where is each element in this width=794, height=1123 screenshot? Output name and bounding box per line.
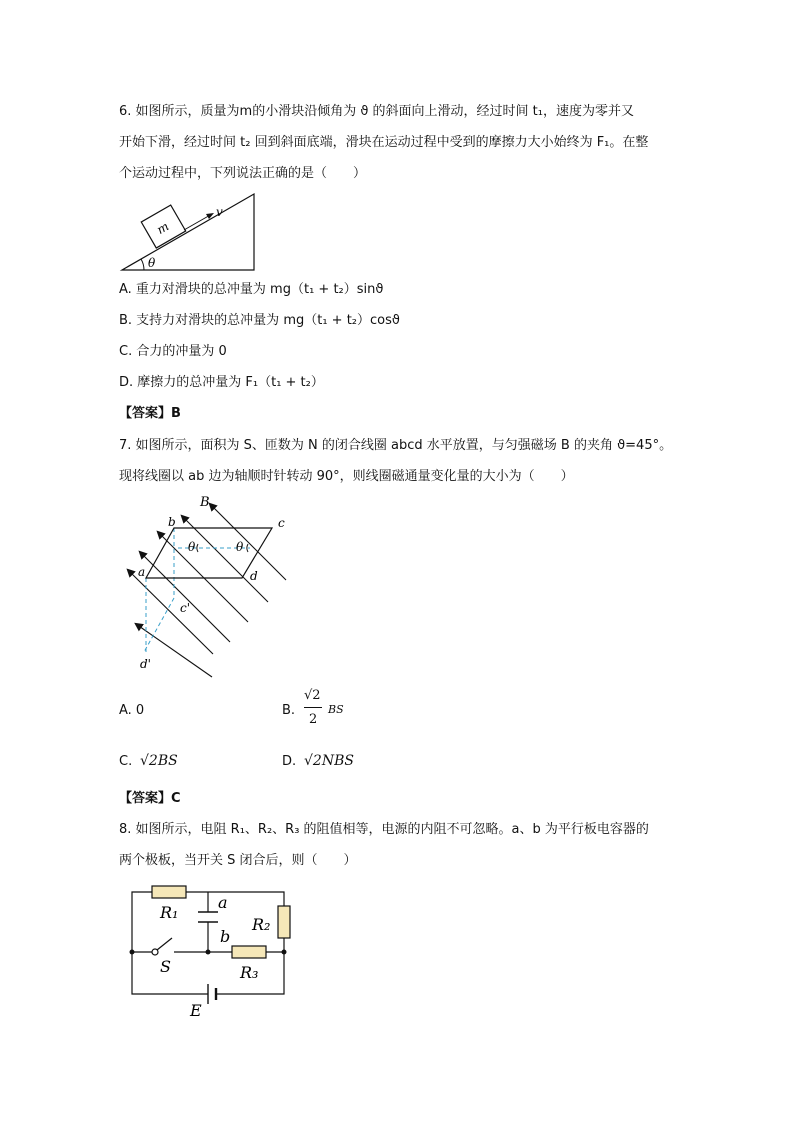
label-b: b xyxy=(220,927,231,946)
q7-option-c-label: C. xyxy=(119,754,133,769)
fraction-bar xyxy=(304,707,322,708)
label-r3: R₃ xyxy=(240,963,259,982)
q7-option-b-denominator: 2 xyxy=(309,712,318,727)
q6-stem-line3: 个运动过程中，下列说法正确的是（ ） xyxy=(119,166,367,181)
velocity-label: v xyxy=(216,205,223,219)
q6-stem-line2: 开始下滑，经过时间 t₂ 回到斜面底端，滑块在运动过程中受到的摩擦力大小始终为 F₁。在整 xyxy=(119,135,649,150)
q7-option-a: A. 0 xyxy=(119,703,145,718)
q7-answer: 【答案】C xyxy=(119,791,181,806)
q6-answer: 【答案】B xyxy=(119,406,181,421)
incline-figure xyxy=(118,190,258,274)
theta-label-1: θ xyxy=(188,540,196,554)
angle-label: θ xyxy=(148,256,156,270)
label-e: E xyxy=(190,1001,202,1020)
q7-option-b-label: B. xyxy=(282,703,296,718)
resistor-r2 xyxy=(278,906,290,938)
q6-option-b: B. 支持力对滑块的总冲量为 mg（t₁ + t₂）cosϑ xyxy=(119,313,400,328)
circuit-figure xyxy=(118,880,298,1020)
coil-figure xyxy=(118,492,308,682)
label-s: S xyxy=(160,957,171,976)
theta-label-2: θ xyxy=(236,540,244,554)
label-r2: R₂ xyxy=(252,915,271,934)
resistor-r1 xyxy=(152,886,186,898)
label-r1: R₁ xyxy=(160,903,179,922)
q8-stem-line1: 8. 如图所示，电阻 R₁、R₂、R₃ 的阻值相等，电源的内阻不可忽略。a、b 为平行板电容器的 xyxy=(119,822,649,837)
q7-option-d-label: D. xyxy=(282,754,297,769)
resistor-r3 xyxy=(232,946,266,958)
vertex-a: a xyxy=(138,565,146,579)
vertex-c: c xyxy=(278,516,285,530)
q6-option-a: A. 重力对滑块的总冲量为 mg（t₁ + t₂）sinϑ xyxy=(119,282,384,297)
q7-option-b-numerator: √2 xyxy=(304,688,321,703)
mass-label: m xyxy=(154,219,172,237)
q7-stem-line2: 现将线圈以 ab 边为轴顺时针转动 90°，则线圈磁通量变化量的大小为（ ） xyxy=(119,469,574,484)
vertex-c-prime: c' xyxy=(180,601,191,615)
vertex-b: b xyxy=(168,515,176,529)
q8-stem-line2: 两个极板，当开关 S 闭合后，则（ ） xyxy=(119,853,357,868)
q6-option-c: C. 合力的冲量为 0 xyxy=(119,344,227,359)
q6-stem-line1: 6. 如图所示，质量为m的小滑块沿倾角为 ϑ 的斜面向上滑动，经过时间 t₁，速度为零并又 xyxy=(119,104,634,119)
label-a: a xyxy=(218,893,228,912)
q6-option-d: D. 摩擦力的总冲量为 F₁（t₁ + t₂） xyxy=(119,375,324,390)
q7-option-d-expr: √2NBS xyxy=(304,753,354,769)
vertex-d: d xyxy=(250,569,258,583)
q7-option-c-expr: √2BS xyxy=(140,753,178,769)
q7-stem-line1: 7. 如图所示，面积为 S、匝数为 N 的闭合线圈 abcd 水平放置，与匀强磁场 B 的夹角 ϑ=45°。 xyxy=(119,438,673,453)
q7-option-b-tail: BS xyxy=(328,703,344,716)
field-label: B xyxy=(200,495,210,510)
vertex-d-prime: d' xyxy=(140,657,151,671)
